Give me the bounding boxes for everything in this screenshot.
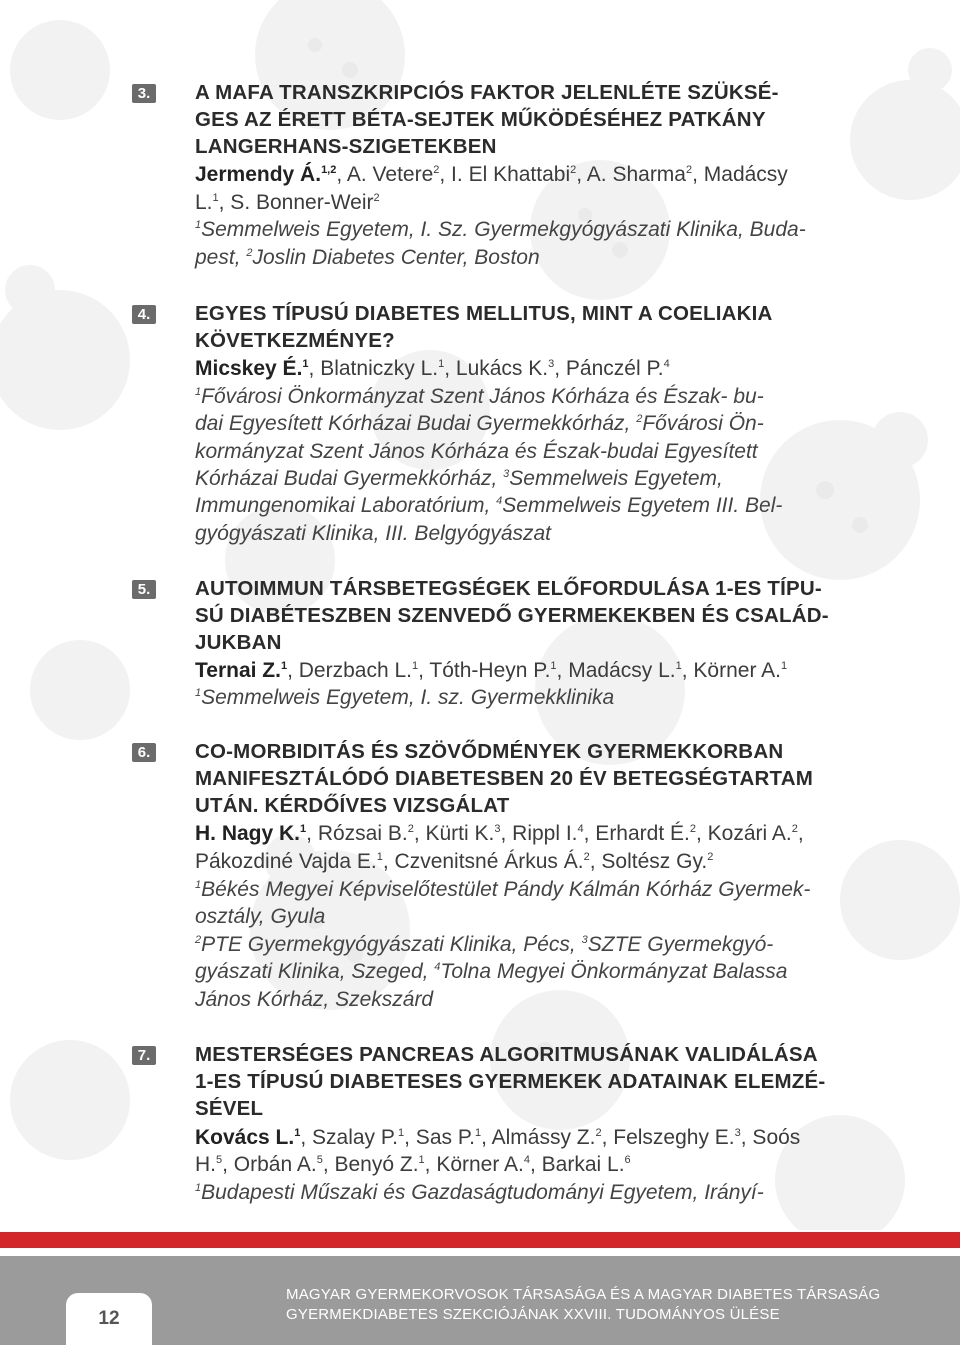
abstract-title-line: SÚ DIABÉTESZBEN SZENVEDŐ GYERMEKEKBEN ÉS CSALÁD- bbox=[195, 604, 829, 627]
abstract-affiliation: $^1$Békés Megyei Képviselőtestület Pándy Kálmán Kórház Gyermek- bbox=[195, 878, 811, 901]
abstract-affiliation: osztály, Gyula bbox=[195, 905, 326, 928]
abstract-affiliation: $^1$Semmelweis Egyetem, I. Sz. Gyermekgyógyászati Klinika, Buda- bbox=[195, 218, 806, 241]
abstract-affiliation: $^1$Fővárosi Önkormányzat Szent János Kórháza és Észak- bu- bbox=[195, 385, 764, 408]
abstract-title-line: SÉVEL bbox=[195, 1097, 264, 1120]
abstract-authors: Pákozdiné Vajda E.$^1$, Czvenitsné Árkus Á.$^2$, Soltész Gy.$^2$ bbox=[195, 850, 714, 873]
abstract-authors: Jermendy Á.$^{1,2}$, A. Vetere$^2$, I. El Khattabi$^2$, A. Sharma$^2$, Madácsy bbox=[195, 163, 788, 186]
abstract-title-line: GES AZ ÉRETT BÉTA-SEJTEK MŰKÖDÉSÉHEZ PATKÁNY bbox=[195, 108, 766, 131]
abstract-number-badge: 7. bbox=[132, 1046, 156, 1065]
abstract-title-line: MANIFESZTÁLÓDÓ DIABETESBEN 20 ÉV BETEGSÉGTARTAM bbox=[195, 767, 813, 790]
abstract-affiliation: Immungenomikai Laboratórium, $^4$Semmelweis Egyetem III. Bel- bbox=[195, 494, 783, 517]
abstract-title-line: KÖVETKEZMÉNYE? bbox=[195, 329, 395, 352]
abstract-authors: H.$^5$, Orbán A.$^5$, Benyó Z.$^1$, Körner A.$^4$, Barkai L.$^6$ bbox=[195, 1153, 631, 1176]
abstract-authors: Ternai Z.$^1$, Derzbach L.$^1$, Tóth-Heyn P.$^1$, Madácsy L.$^1$, Körner A.$^1$ bbox=[195, 659, 788, 682]
footer-event-line: GYERMEKDIABETES SZEKCIÓJÁNAK XXVIII. TUDOMÁNYOS ÜLÉSE bbox=[286, 1306, 780, 1323]
abstract-number-badge: 5. bbox=[132, 580, 156, 599]
abstract-authors: Micskey É.$^1$, Blatniczky L.$^1$, Lukács K.$^3$, Pánczél P.$^4$ bbox=[195, 357, 670, 380]
abstract-title-line: EGYES TÍPUSÚ DIABETES MELLITUS, MINT A COELIAKIA bbox=[195, 302, 773, 325]
abstract-authors: L.$^1$, S. Bonner-Weir$^2$ bbox=[195, 191, 380, 214]
abstract-affiliation: $^1$Budapesti Műszaki és Gazdaságtudományi Egyetem, Irányí- bbox=[195, 1181, 764, 1204]
abstract-title-line: A MAFA TRANSZKRIPCIÓS FAKTOR JELENLÉTE SZÜKSÉ- bbox=[195, 81, 779, 104]
abstract-number-badge: 6. bbox=[132, 743, 156, 762]
abstract-affiliation: $^1$Semmelweis Egyetem, I. sz. Gyermekklinika bbox=[195, 686, 615, 709]
abstract-affiliation: gyászati Klinika, Szeged, $^4$Tolna Megyei Önkormányzat Balassa bbox=[195, 960, 788, 983]
page-footer bbox=[0, 1256, 960, 1345]
lead-author: Ternai Z. bbox=[195, 659, 281, 682]
footer-society-line: MAGYAR GYERMEKORVOSOK TÁRSASÁGA ÉS A MAGYAR DIABETES TÁRSASÁG bbox=[286, 1286, 881, 1303]
abstract-affiliation: gyógyászati Klinika, III. Belgyógyászat bbox=[195, 522, 552, 545]
abstract-affiliation: $^2$PTE Gyermekgyógyászati Klinika, Pécs, $^3$SZTE Gyermekgyó- bbox=[195, 933, 774, 956]
abstract-title-line: CO-MORBIDITÁS ÉS SZÖVŐDMÉNYEK GYERMEKKORBAN bbox=[195, 740, 784, 763]
abstract-title-line: MESTERSÉGES PANCREAS ALGORITMUSÁNAK VALIDÁLÁSA bbox=[195, 1043, 818, 1066]
page-number: 12 bbox=[66, 1293, 152, 1345]
abstract-affiliation: Kórházai Budai Gyermekkórház, $^3$Semmelweis Egyetem, bbox=[195, 467, 723, 490]
abstract-number-badge: 3. bbox=[132, 84, 156, 103]
lead-author: Kovács L. bbox=[195, 1126, 295, 1149]
abstract-affiliation: kormányzat Szent János Kórháza és Észak-budai Egyesített bbox=[195, 440, 758, 463]
abstract-title-line: LANGERHANS-SZIGETEKBEN bbox=[195, 135, 497, 158]
footer-divider bbox=[0, 1248, 960, 1256]
footer-accent-band bbox=[0, 1232, 960, 1248]
lead-author: Micskey É. bbox=[195, 357, 303, 380]
abstract-title-line: AUTOIMMUN TÁRSBETEGSÉGEK ELŐFORDULÁSA 1-ES TÍPU- bbox=[195, 577, 822, 600]
abstract-affiliation: János Kórház, Szekszárd bbox=[195, 988, 434, 1011]
abstract-number-badge: 4. bbox=[132, 305, 156, 324]
abstract-authors: H. Nagy K.$^1$, Rózsai B.$^2$, Kürti K.$^3$, Rippl I.$^4$, Erhardt É.$^2$, Kozári A.$^2$, bbox=[195, 822, 804, 845]
abstract-affiliation: pest, $^2$Joslin Diabetes Center, Boston bbox=[195, 246, 540, 269]
abstract-title-line: UTÁN. KÉRDŐÍVES VIZSGÁLAT bbox=[195, 794, 510, 817]
abstract-title-line: JUKBAN bbox=[195, 631, 282, 654]
lead-author: Jermendy Á. bbox=[195, 163, 322, 186]
abstract-affiliation: dai Egyesített Kórházai Budai Gyermekkórház, $^2$Fővárosi Ön- bbox=[195, 412, 764, 435]
lead-author: H. Nagy K. bbox=[195, 822, 301, 845]
abstract-title-line: 1-ES TÍPUSÚ DIABETESES GYERMEKEK ADATAINAK ELEMZÉ- bbox=[195, 1070, 826, 1093]
abstract-authors: Kovács L.$^1$, Szalay P.$^1$, Sas P.$^1$, Almássy Z.$^2$, Felszeghy E.$^3$, Soós bbox=[195, 1126, 801, 1149]
